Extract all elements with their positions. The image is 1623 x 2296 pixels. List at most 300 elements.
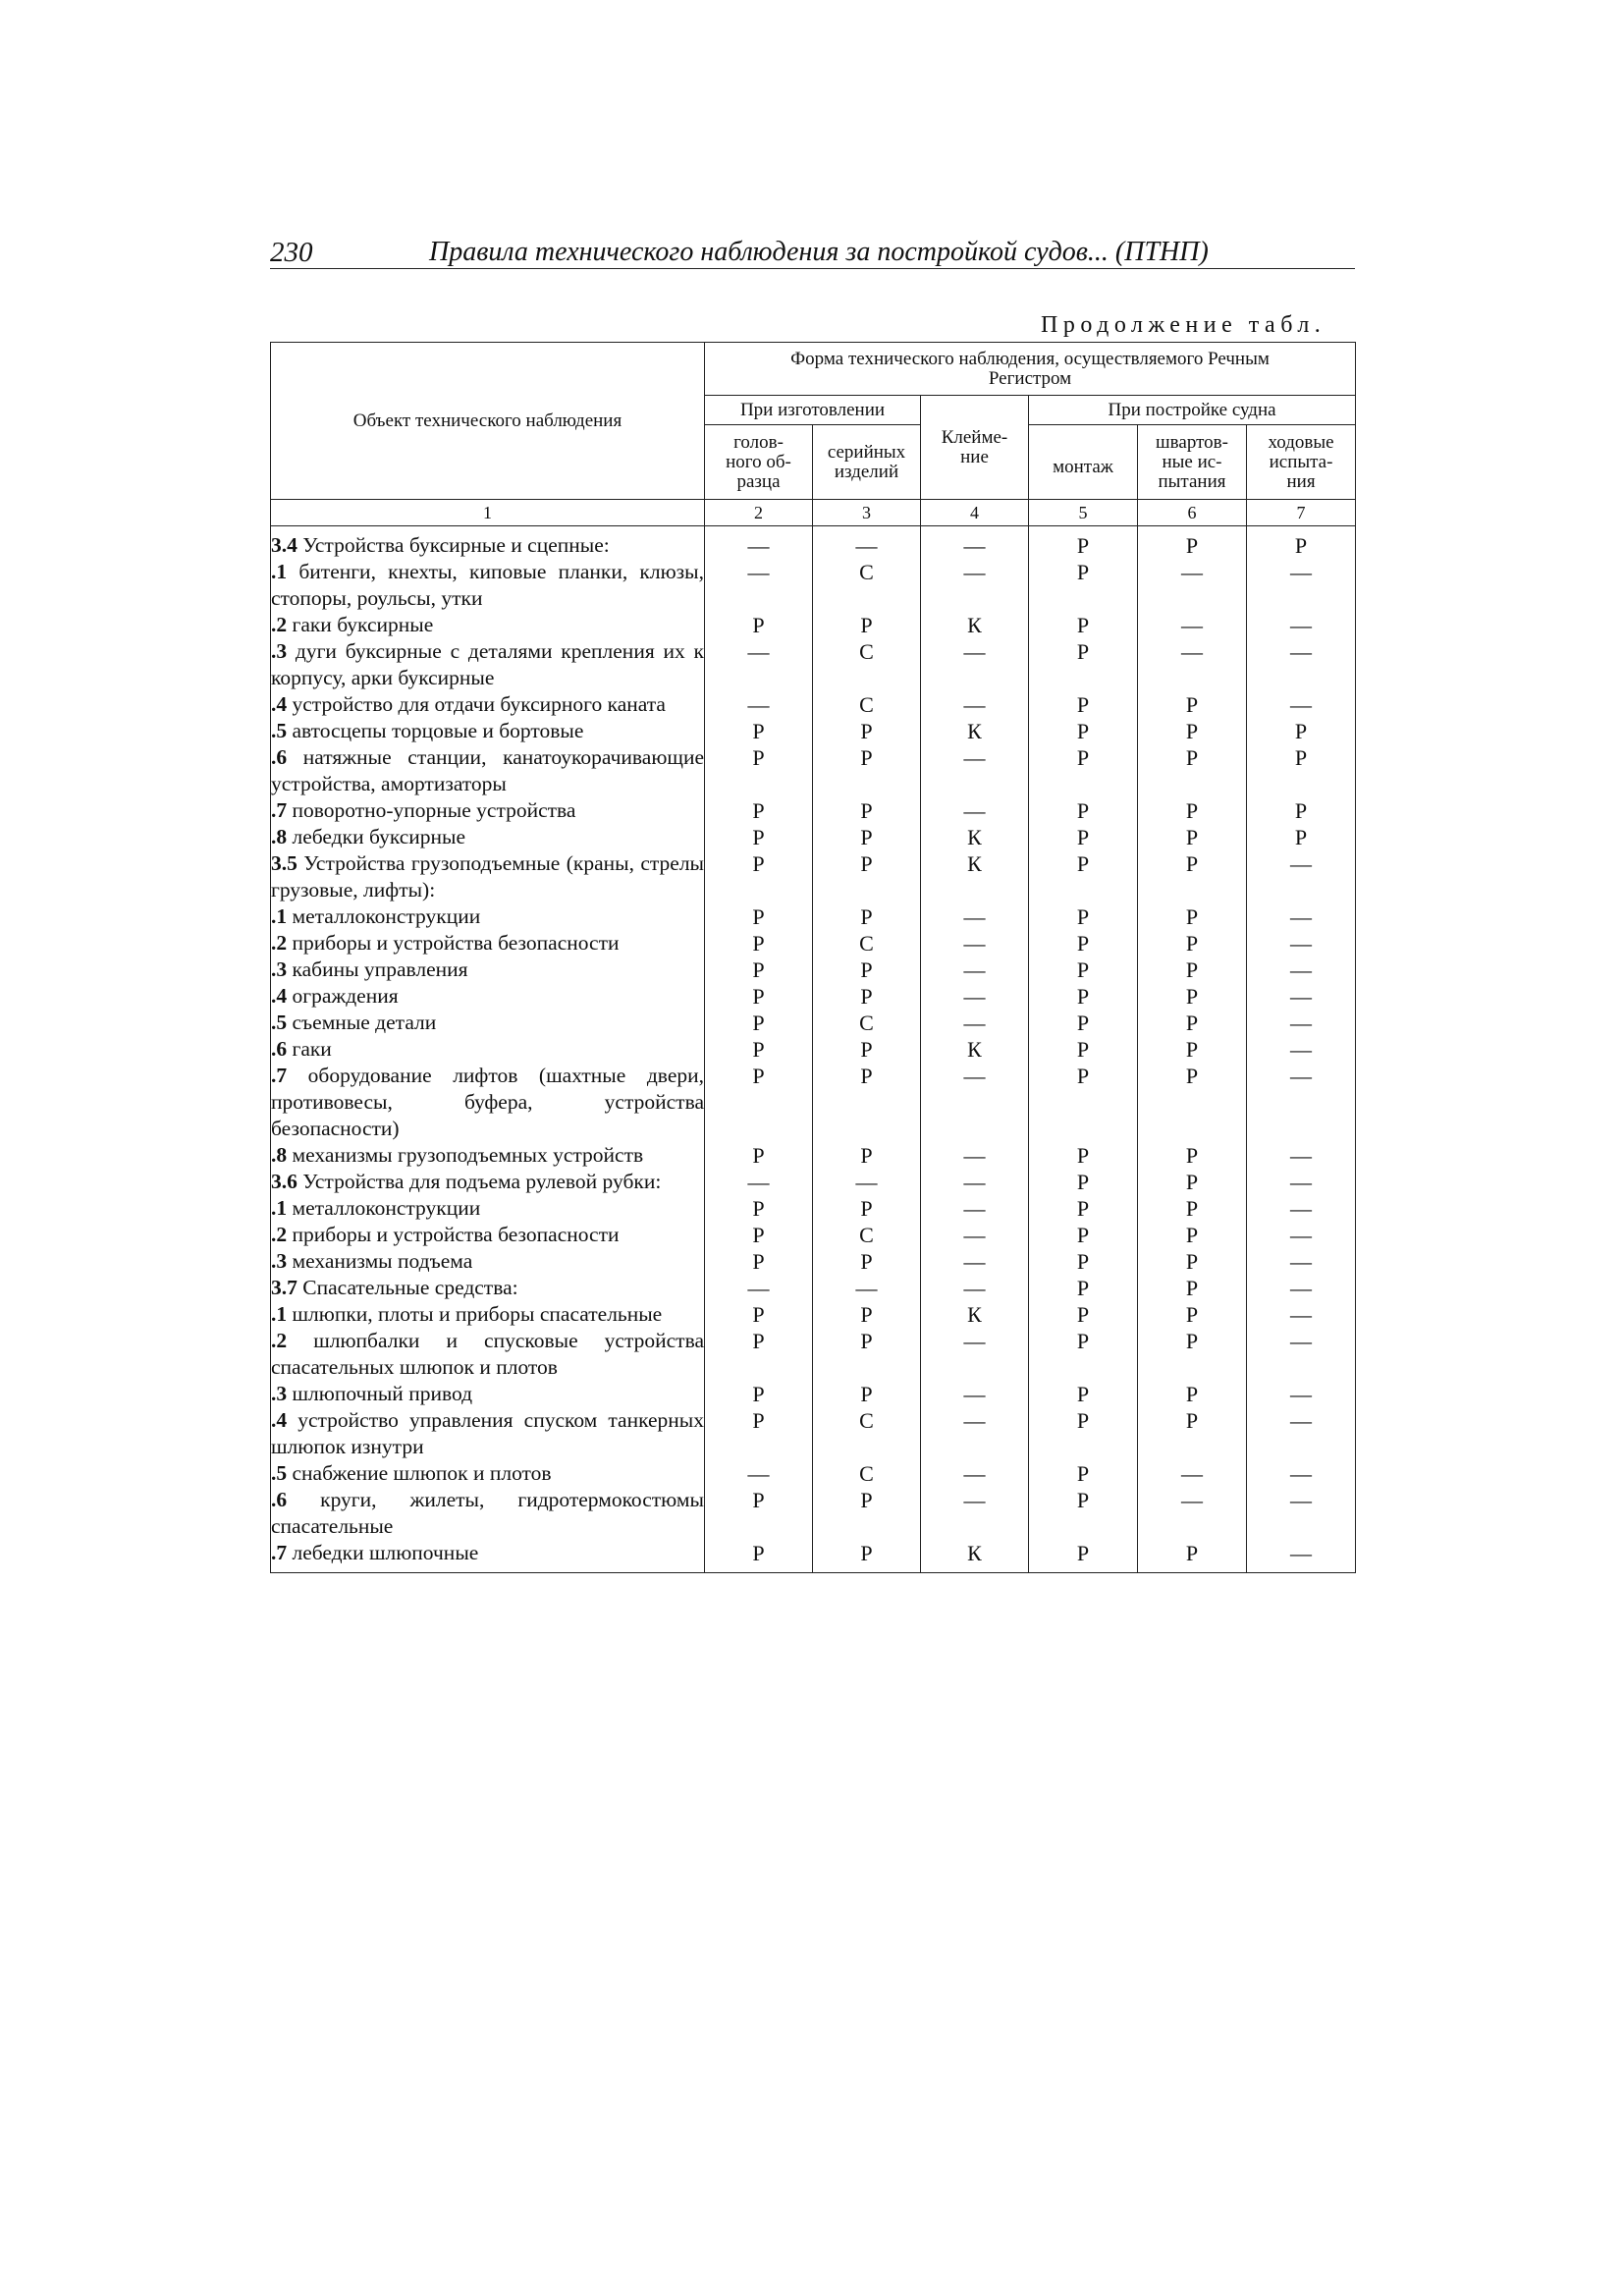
- row-value-cell: К: [921, 850, 1029, 903]
- row-value-cell: Р: [1029, 797, 1138, 824]
- row-value-cell: Р: [1029, 1169, 1138, 1195]
- row-text: автосцепы торцовые и бортовые: [287, 719, 584, 742]
- row-number: .2: [271, 1329, 288, 1352]
- row-value-cell: —: [921, 1248, 1029, 1275]
- table-row: [271, 1407, 1356, 1460]
- row-value-cell: —: [921, 526, 1029, 560]
- row-value-cell: Р: [705, 1063, 813, 1142]
- row-value-cell: Р: [1029, 1328, 1138, 1381]
- row-value-cell: —: [921, 1222, 1029, 1248]
- row-value-cell: Р: [1138, 850, 1247, 903]
- row-value-cell: —: [1138, 1487, 1247, 1540]
- row-value-cell: —: [705, 1169, 813, 1195]
- row-text: устройство управления спуском танкерных шлюпок изнутри: [271, 1408, 704, 1458]
- row-value-cell: —: [813, 1169, 921, 1195]
- row-text: металлоконструкции: [287, 1196, 481, 1220]
- row-value-cell: Р: [813, 850, 921, 903]
- row-value-cell: —: [1247, 638, 1356, 691]
- row-value-cell: —: [1138, 1460, 1247, 1487]
- table-row: [271, 1169, 1356, 1195]
- row-value-cell: Р: [813, 957, 921, 983]
- row-value-cell: С: [813, 1460, 921, 1487]
- column-number: 2: [705, 500, 813, 526]
- row-text: шлюпки, плоты и приборы спасательные: [287, 1302, 663, 1326]
- row-text: поворотно-упорные устройства: [287, 798, 576, 822]
- row-object-cell: [271, 930, 705, 957]
- table-row: [271, 1460, 1356, 1487]
- row-value-cell: —: [1247, 1063, 1356, 1142]
- row-value-cell: Р: [813, 1328, 921, 1381]
- table-row: [271, 930, 1356, 957]
- row-object-cell: [271, 1381, 705, 1407]
- row-value-cell: Р: [813, 1036, 921, 1063]
- row-object-cell: [271, 824, 705, 850]
- row-value-cell: С: [813, 691, 921, 718]
- row-value-cell: —: [921, 1010, 1029, 1036]
- row-value-cell: Р: [705, 957, 813, 983]
- row-object-cell: [271, 1248, 705, 1275]
- table-row: [271, 718, 1356, 744]
- row-value-cell: —: [921, 1169, 1029, 1195]
- table-row: [271, 691, 1356, 718]
- row-number: .1: [271, 560, 288, 583]
- row-value-cell: Р: [1138, 1195, 1247, 1222]
- table-row: [271, 1328, 1356, 1381]
- row-object-cell: [271, 1010, 705, 1036]
- row-value-cell: Р: [1138, 1381, 1247, 1407]
- header-prototype: голов-ного об-разца: [705, 425, 813, 500]
- row-object-cell: [271, 850, 705, 903]
- row-value-cell: Р: [705, 718, 813, 744]
- row-object-cell: [271, 1142, 705, 1169]
- table-row: [271, 526, 1356, 560]
- row-number: .3: [271, 1249, 288, 1273]
- row-value-cell: Р: [1247, 797, 1356, 824]
- row-object-cell: [271, 1169, 705, 1195]
- row-object-cell: [271, 1460, 705, 1487]
- row-value-cell: Р: [705, 903, 813, 930]
- row-value-cell: Р: [1138, 744, 1247, 797]
- table-row: [271, 1487, 1356, 1540]
- row-value-cell: Р: [1029, 612, 1138, 638]
- table-row: [271, 744, 1356, 797]
- row-value-cell: Р: [1029, 1195, 1138, 1222]
- row-value-cell: Р: [705, 1248, 813, 1275]
- row-value-cell: —: [705, 559, 813, 612]
- table-row: [271, 1142, 1356, 1169]
- row-value-cell: Р: [705, 1222, 813, 1248]
- row-value-cell: Р: [705, 1010, 813, 1036]
- row-text: кабины управления: [287, 957, 468, 981]
- row-text: Спасательные средства:: [297, 1276, 518, 1299]
- row-value-cell: —: [921, 930, 1029, 957]
- row-number: 3.5: [271, 851, 298, 875]
- row-number: 3.7: [271, 1276, 298, 1299]
- row-value-cell: Р: [813, 612, 921, 638]
- row-number: .1: [271, 904, 288, 928]
- row-value-cell: Р: [1029, 1036, 1138, 1063]
- row-text: устройство для отдачи буксирного каната: [287, 692, 666, 716]
- row-value-cell: Р: [813, 1301, 921, 1328]
- row-object-cell: [271, 983, 705, 1010]
- row-number: .7: [271, 1541, 288, 1564]
- row-value-cell: —: [1247, 1328, 1356, 1381]
- row-value-cell: —: [1138, 612, 1247, 638]
- row-text: снабжение шлюпок и плотов: [287, 1461, 552, 1485]
- row-value-cell: Р: [1029, 957, 1138, 983]
- row-object-cell: [271, 638, 705, 691]
- row-number: .2: [271, 931, 288, 955]
- row-value-cell: —: [921, 1195, 1029, 1222]
- row-value-cell: С: [813, 1010, 921, 1036]
- row-value-cell: Р: [1138, 824, 1247, 850]
- row-value-cell: —: [921, 983, 1029, 1010]
- row-object-cell: [271, 1540, 705, 1573]
- row-number: .4: [271, 984, 288, 1008]
- row-value-cell: Р: [1029, 559, 1138, 612]
- row-text: ограждения: [287, 984, 399, 1008]
- column-number: 6: [1138, 500, 1247, 526]
- row-object-cell: [271, 744, 705, 797]
- row-value-cell: —: [921, 1063, 1029, 1142]
- row-value-cell: Р: [1138, 691, 1247, 718]
- row-value-cell: Р: [1029, 930, 1138, 957]
- row-object-cell: [271, 1275, 705, 1301]
- running-title: Правила технического наблюдения за постройкой судов... (ПТНП): [429, 237, 1209, 267]
- row-number: .4: [271, 1408, 288, 1432]
- row-object-cell: [271, 612, 705, 638]
- row-value-cell: Р: [1029, 1275, 1138, 1301]
- row-text: механизмы грузоподъемных устройств: [287, 1143, 644, 1167]
- row-text: съемные детали: [287, 1011, 437, 1034]
- row-value-cell: —: [1247, 850, 1356, 903]
- row-value-cell: —: [921, 797, 1029, 824]
- table-row: [271, 638, 1356, 691]
- row-value-cell: —: [1247, 1275, 1356, 1301]
- row-value-cell: —: [921, 903, 1029, 930]
- row-text: гаки буксирные: [287, 613, 434, 636]
- row-value-cell: —: [921, 559, 1029, 612]
- row-text: круги, жилеты, гидротермокостюмы спасательные: [271, 1488, 704, 1538]
- row-value-cell: Р: [813, 718, 921, 744]
- row-value-cell: Р: [1029, 1142, 1138, 1169]
- row-number: .3: [271, 639, 288, 663]
- row-text: Устройства грузоподъемные (краны, стрелы грузовые, лифты):: [271, 851, 704, 902]
- row-value-cell: К: [921, 612, 1029, 638]
- row-value-cell: Р: [1029, 1407, 1138, 1460]
- row-value-cell: Р: [813, 1142, 921, 1169]
- row-object-cell: [271, 559, 705, 612]
- table-row: [271, 1222, 1356, 1248]
- table-row: [271, 903, 1356, 930]
- row-value-cell: Р: [705, 1142, 813, 1169]
- row-value-cell: —: [813, 1275, 921, 1301]
- row-value-cell: Р: [1138, 526, 1247, 560]
- row-value-cell: С: [813, 1407, 921, 1460]
- row-number: .4: [271, 692, 288, 716]
- row-value-cell: Р: [1138, 1010, 1247, 1036]
- row-value-cell: Р: [705, 1487, 813, 1540]
- row-value-cell: —: [1247, 1381, 1356, 1407]
- table-row: [271, 797, 1356, 824]
- row-value-cell: Р: [1247, 824, 1356, 850]
- row-value-cell: —: [921, 1487, 1029, 1540]
- row-number: .5: [271, 1011, 288, 1034]
- row-value-cell: Р: [1138, 1275, 1247, 1301]
- row-text: лебедки буксирные: [287, 825, 466, 848]
- row-value-cell: Р: [1138, 957, 1247, 983]
- row-value-cell: Р: [813, 1248, 921, 1275]
- row-value-cell: К: [921, 1540, 1029, 1573]
- row-number: .3: [271, 1382, 288, 1405]
- row-object-cell: [271, 957, 705, 983]
- row-text: металлоконструкции: [287, 904, 481, 928]
- row-value-cell: Р: [705, 612, 813, 638]
- row-value-cell: —: [1247, 1407, 1356, 1460]
- row-value-cell: —: [921, 1381, 1029, 1407]
- row-value-cell: —: [1247, 1248, 1356, 1275]
- row-text: приборы и устройства безопасности: [287, 931, 620, 955]
- row-value-cell: —: [921, 1460, 1029, 1487]
- row-value-cell: Р: [705, 930, 813, 957]
- header-object: Объект технического наблюдения: [271, 343, 705, 500]
- row-value-cell: Р: [1029, 983, 1138, 1010]
- row-number: .2: [271, 1223, 288, 1246]
- row-value-cell: С: [813, 1222, 921, 1248]
- row-value-cell: Р: [813, 1195, 921, 1222]
- row-number: .6: [271, 1037, 288, 1061]
- row-value-cell: Р: [705, 1195, 813, 1222]
- row-value-cell: Р: [705, 1036, 813, 1063]
- table-row: [271, 1301, 1356, 1328]
- row-value-cell: Р: [1029, 1540, 1138, 1573]
- row-value-cell: Р: [1138, 1407, 1247, 1460]
- row-value-cell: —: [1247, 1169, 1356, 1195]
- row-value-cell: Р: [1138, 1169, 1247, 1195]
- row-text: оборудование лифтов (шахтные двери, противовесы, буфера, устройства безопасности): [271, 1064, 704, 1140]
- header-construction: При постройке судна: [1029, 396, 1356, 425]
- row-value-cell: К: [921, 1036, 1029, 1063]
- table-continued-label: Продолжение табл.: [1041, 312, 1326, 338]
- table-row: [271, 983, 1356, 1010]
- row-value-cell: Р: [705, 1407, 813, 1460]
- row-value-cell: Р: [813, 1063, 921, 1142]
- row-value-cell: Р: [705, 1301, 813, 1328]
- row-text: механизмы подъема: [287, 1249, 473, 1273]
- row-value-cell: Р: [705, 824, 813, 850]
- row-text: лебедки шлюпочные: [287, 1541, 479, 1564]
- table-row: [271, 1540, 1356, 1573]
- row-object-cell: [271, 718, 705, 744]
- row-value-cell: —: [1247, 1010, 1356, 1036]
- row-value-cell: —: [921, 1142, 1029, 1169]
- row-value-cell: —: [705, 1460, 813, 1487]
- row-number: .5: [271, 1461, 288, 1485]
- row-value-cell: Р: [1138, 718, 1247, 744]
- row-text: Устройства для подъема рулевой рубки:: [297, 1170, 662, 1193]
- row-value-cell: Р: [813, 983, 921, 1010]
- column-number: 7: [1247, 500, 1356, 526]
- row-value-cell: Р: [1138, 1540, 1247, 1573]
- row-value-cell: Р: [1029, 824, 1138, 850]
- row-value-cell: —: [1247, 1540, 1356, 1573]
- row-value-cell: Р: [705, 1381, 813, 1407]
- row-value-cell: Р: [1029, 850, 1138, 903]
- row-object-cell: [271, 1407, 705, 1460]
- row-number: .1: [271, 1302, 288, 1326]
- table-row: [271, 824, 1356, 850]
- row-text: приборы и устройства безопасности: [287, 1223, 620, 1246]
- column-number: 5: [1029, 500, 1138, 526]
- row-value-cell: Р: [813, 1540, 921, 1573]
- row-text: гаки: [287, 1037, 332, 1061]
- row-value-cell: Р: [705, 1328, 813, 1381]
- row-value-cell: Р: [705, 797, 813, 824]
- row-number: .6: [271, 745, 288, 769]
- row-text: шлюпбалки и спусковые устройства спасательных шлюпок и плотов: [271, 1329, 704, 1379]
- row-value-cell: Р: [705, 744, 813, 797]
- header-manufacture: При изготовлении: [705, 396, 921, 425]
- row-value-cell: —: [705, 638, 813, 691]
- row-value-cell: Р: [1029, 744, 1138, 797]
- row-value-cell: —: [1247, 1301, 1356, 1328]
- table-body: [271, 526, 1356, 1573]
- row-value-cell: Р: [1029, 903, 1138, 930]
- row-value-cell: Р: [1138, 983, 1247, 1010]
- row-value-cell: Р: [1138, 903, 1247, 930]
- header-serial: серийных изделий: [813, 425, 921, 500]
- row-value-cell: —: [1247, 957, 1356, 983]
- row-number: .8: [271, 825, 288, 848]
- row-value-cell: К: [921, 718, 1029, 744]
- row-value-cell: Р: [813, 744, 921, 797]
- row-value-cell: С: [813, 930, 921, 957]
- row-value-cell: Р: [705, 1540, 813, 1573]
- row-value-cell: С: [813, 638, 921, 691]
- column-number: 1: [271, 500, 705, 526]
- row-object-cell: [271, 691, 705, 718]
- row-object-cell: [271, 1036, 705, 1063]
- row-object-cell: [271, 797, 705, 824]
- row-text: шлюпочный привод: [287, 1382, 473, 1405]
- row-value-cell: Р: [1029, 1301, 1138, 1328]
- row-text: натяжные станции, канатоукорачивающие устройства, амортизаторы: [271, 745, 704, 795]
- row-value-cell: —: [1247, 1460, 1356, 1487]
- row-object-cell: [271, 1487, 705, 1540]
- row-value-cell: —: [921, 1407, 1029, 1460]
- row-object-cell: [271, 1301, 705, 1328]
- table-row: [271, 612, 1356, 638]
- row-value-cell: —: [1247, 903, 1356, 930]
- row-value-cell: С: [813, 559, 921, 612]
- row-number: .5: [271, 719, 288, 742]
- table-row: [271, 1195, 1356, 1222]
- row-object-cell: [271, 1222, 705, 1248]
- row-value-cell: Р: [1247, 744, 1356, 797]
- row-value-cell: Р: [1247, 718, 1356, 744]
- table-row: [271, 1275, 1356, 1301]
- row-value-cell: —: [921, 638, 1029, 691]
- column-number-row: [271, 500, 1356, 526]
- supervision-table: [270, 342, 1356, 1573]
- row-value-cell: —: [921, 744, 1029, 797]
- row-number: .6: [271, 1488, 288, 1511]
- row-object-cell: [271, 903, 705, 930]
- row-number: 3.4: [271, 533, 298, 557]
- row-value-cell: Р: [813, 797, 921, 824]
- row-value-cell: Р: [1029, 1248, 1138, 1275]
- row-value-cell: Р: [1029, 1222, 1138, 1248]
- row-value-cell: Р: [1138, 1328, 1247, 1381]
- row-value-cell: Р: [1029, 1010, 1138, 1036]
- row-value-cell: Р: [813, 824, 921, 850]
- row-value-cell: —: [921, 957, 1029, 983]
- row-value-cell: Р: [1029, 526, 1138, 560]
- row-value-cell: Р: [705, 850, 813, 903]
- row-value-cell: —: [705, 526, 813, 560]
- row-value-cell: Р: [813, 903, 921, 930]
- row-value-cell: Р: [1029, 691, 1138, 718]
- row-text: Устройства буксирные и сцепные:: [297, 533, 610, 557]
- table-row: [271, 559, 1356, 612]
- table-row: [271, 1381, 1356, 1407]
- row-value-cell: Р: [1138, 1248, 1247, 1275]
- row-value-cell: —: [1247, 1142, 1356, 1169]
- row-value-cell: —: [1247, 1487, 1356, 1540]
- row-value-cell: Р: [813, 1487, 921, 1540]
- row-value-cell: Р: [1138, 1063, 1247, 1142]
- running-header: [270, 239, 1355, 269]
- header-assembly: монтаж: [1029, 425, 1138, 500]
- row-number: .7: [271, 798, 288, 822]
- row-value-cell: —: [1247, 1222, 1356, 1248]
- row-object-cell: [271, 1328, 705, 1381]
- column-number: 3: [813, 500, 921, 526]
- row-value-cell: —: [921, 1328, 1029, 1381]
- table-row: [271, 1010, 1356, 1036]
- row-value-cell: Р: [1138, 1301, 1247, 1328]
- row-value-cell: —: [1247, 1195, 1356, 1222]
- row-value-cell: —: [1247, 930, 1356, 957]
- row-value-cell: Р: [1029, 1487, 1138, 1540]
- row-value-cell: К: [921, 824, 1029, 850]
- row-value-cell: Р: [1138, 930, 1247, 957]
- header-mooring: швартов-ные ис-пытания: [1138, 425, 1247, 500]
- row-number: 3.6: [271, 1170, 298, 1193]
- row-object-cell: [271, 526, 705, 560]
- row-value-cell: —: [1247, 1036, 1356, 1063]
- row-value-cell: —: [921, 1275, 1029, 1301]
- row-value-cell: Р: [705, 983, 813, 1010]
- row-value-cell: —: [705, 1275, 813, 1301]
- row-value-cell: —: [921, 691, 1029, 718]
- row-number: .1: [271, 1196, 288, 1220]
- row-value-cell: Р: [813, 1381, 921, 1407]
- row-value-cell: —: [705, 691, 813, 718]
- row-value-cell: —: [1138, 638, 1247, 691]
- row-number: .8: [271, 1143, 288, 1167]
- row-number: .2: [271, 613, 288, 636]
- table-row: [271, 1063, 1356, 1142]
- row-value-cell: —: [1247, 559, 1356, 612]
- row-value-cell: Р: [1247, 526, 1356, 560]
- row-value-cell: —: [1138, 559, 1247, 612]
- row-value-cell: Р: [1138, 797, 1247, 824]
- row-value-cell: Р: [1029, 1381, 1138, 1407]
- row-value-cell: —: [1247, 612, 1356, 638]
- row-object-cell: [271, 1195, 705, 1222]
- table-row: [271, 850, 1356, 903]
